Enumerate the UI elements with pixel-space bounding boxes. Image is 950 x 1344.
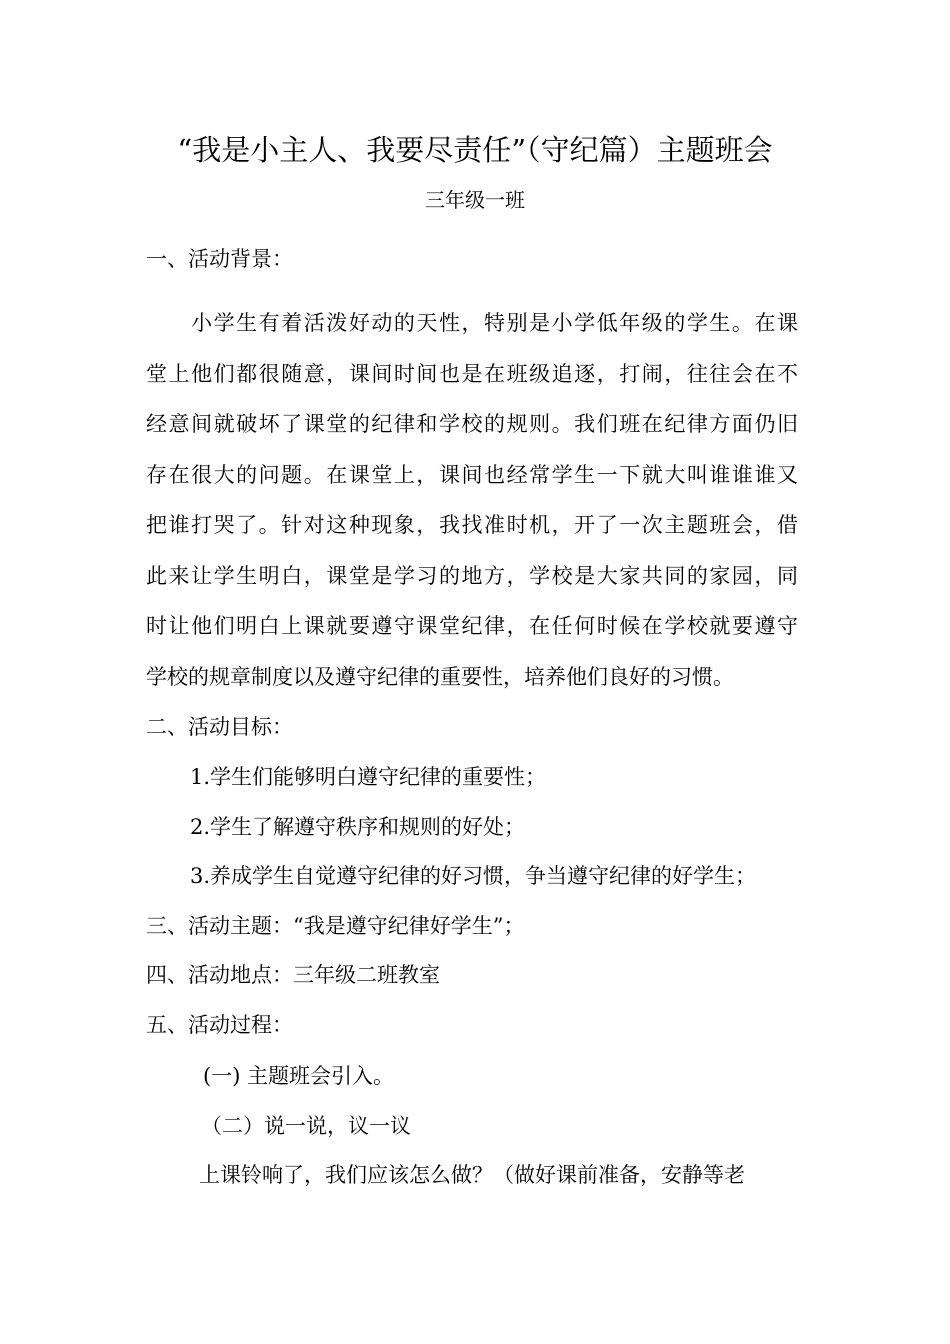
location-line: 四、活动地点：三年级二班教室	[146, 963, 440, 987]
goals-heading: 二、活动目标：	[146, 715, 293, 739]
body-line: 上课铃响了，我们应该怎么做？（做好课前准备，安静等老	[199, 1163, 745, 1187]
document-title: “我是小主人、我要尽责任”（守纪篇）主题班会	[177, 133, 773, 167]
paragraph-line: 时让他们明白上课就要遵守课堂纪律，在任何时候在学校就要遵守	[146, 614, 798, 638]
process-heading: 五、活动过程：	[146, 1013, 293, 1037]
theme-line: 三、活动主题：“我是遵守纪律好学生”；	[146, 914, 525, 938]
goal-item: 3.养成学生自觉遵守纪律的好习惯，争当遵守纪律的好学生；	[190, 864, 757, 888]
goal-item: 1.学生们能够明白遵守纪律的重要性；	[190, 765, 547, 789]
paragraph-line: 存在很大的问题。在课堂上，课间也经常学生一下就大叫谁谁谁又	[146, 462, 798, 487]
process-item: (一) 主题班会引入。	[203, 1064, 395, 1088]
background-heading: 一、活动背景：	[146, 247, 293, 271]
class-subtitle: 三年级一班	[425, 188, 525, 212]
paragraph-line: 把谁打哭了。针对这种现象，我找准时机，开了一次主题班会，借	[146, 513, 798, 537]
paragraph-line: 学校的规章制度以及遵守纪律的重要性，培养他们良好的习惯。	[146, 664, 734, 689]
paragraph-line: 经意间就破坏了课堂的纪律和学校的规则。我们班在纪律方面仍旧	[146, 412, 798, 436]
process-item: （二）说一说，议一议	[201, 1114, 411, 1138]
background-paragraph	[146, 298, 798, 702]
paragraph-line: 此来让学生明白，课堂是学习的地方，学校是大家共同的家园，同	[146, 563, 798, 588]
paragraph-line: 堂上他们都很随意，课间时间也是在班级追逐，打闹，往往会在不	[146, 361, 798, 386]
goal-item: 2.学生了解遵守秩序和规则的好处；	[190, 815, 526, 839]
paragraph-line: 小学生有着活泼好动的天性，特别是小学低年级的学生。在课	[146, 311, 798, 335]
